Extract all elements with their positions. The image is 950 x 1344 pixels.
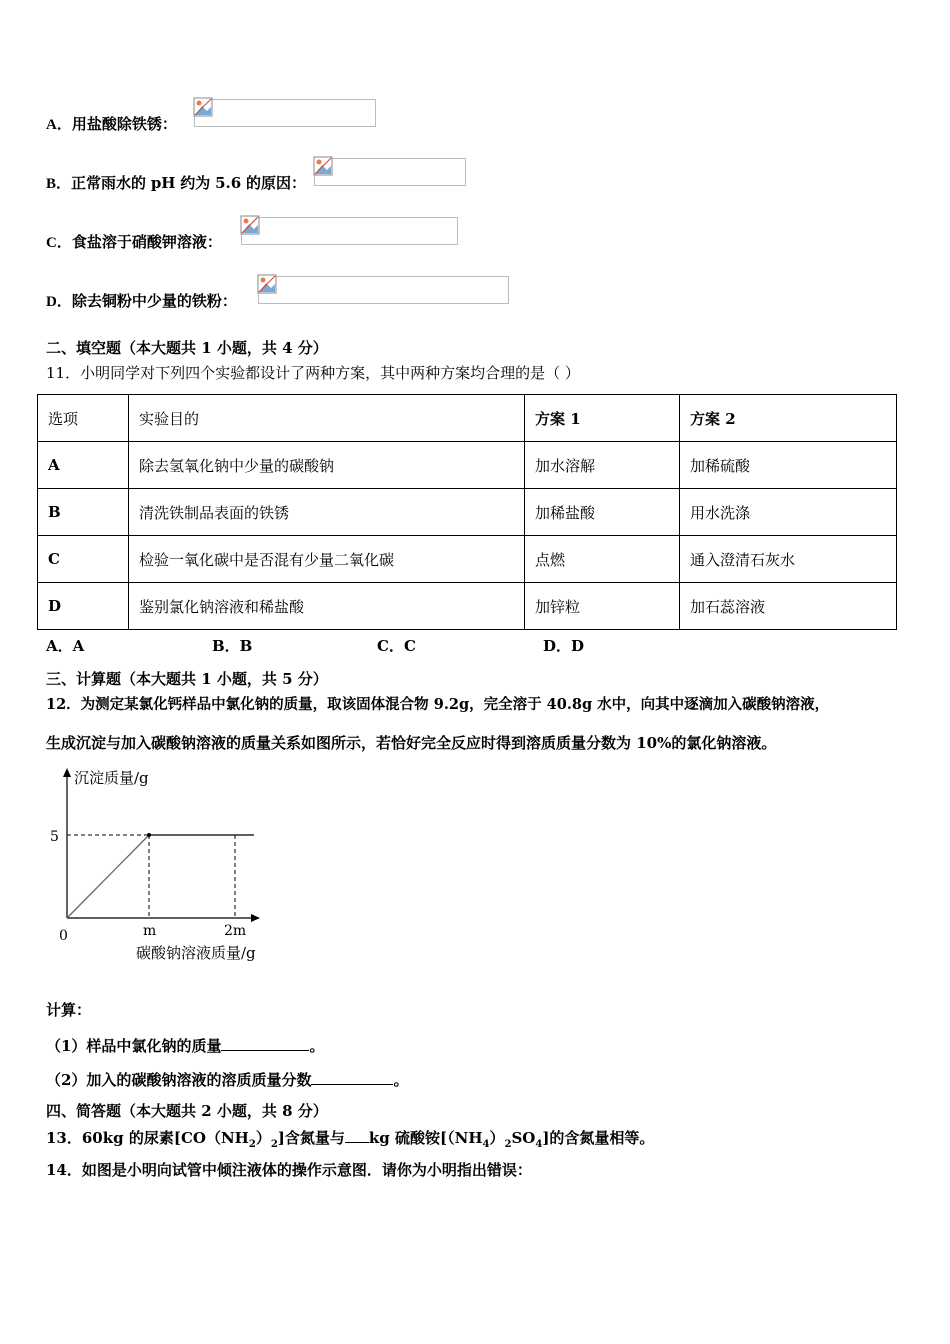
q13-text: kg 硫酸铵[（NH [368, 1129, 483, 1147]
section2-title: 二、填空题（本大题共 1 小题，共 4 分） [46, 339, 328, 357]
option-b-text-mid: 约为 [180, 174, 211, 192]
data-point [147, 833, 151, 837]
y-axis-label: 沉淀质量/g [74, 769, 149, 787]
option-c [46, 232, 222, 253]
table-cell: 点燃 [525, 536, 680, 583]
table-row [38, 442, 897, 489]
option-c-text: 食盐溶于硝酸钾溶液： [71, 233, 222, 251]
table-cell: 加水溶解 [525, 442, 680, 489]
table-cell: 除去氢氧化钠中少量的碳酸钠 [129, 442, 525, 489]
sub-question-1-end: 。 [309, 1037, 325, 1055]
table-cell: 加锌粒 [525, 583, 680, 630]
q13-text: SO [511, 1129, 536, 1147]
sub-question-2-end: 。 [393, 1071, 409, 1089]
answer-b: B．B [212, 637, 253, 655]
table-cell: B [38, 489, 129, 536]
option-b-label: B． [46, 176, 72, 192]
table-cell: 鉴别氯化钠溶液和稀盐酸 [129, 583, 525, 630]
answer-blank-1[interactable] [221, 1034, 309, 1051]
answer-c: C．C [377, 637, 416, 655]
option-c-image [241, 217, 458, 245]
table-header-cell: 方案 2 [680, 395, 897, 442]
q13-sub: 2 [270, 1139, 278, 1150]
table-row [38, 489, 897, 536]
table-cell: 检验一氧化碳中是否混有少量二氧化碳 [129, 536, 525, 583]
table-cell: D [38, 583, 129, 630]
table-header-cell: 实验目的 [129, 395, 525, 442]
q13-sub: 2 [504, 1139, 512, 1150]
calc-label: 计算： [46, 1001, 92, 1019]
q13-text: ） [255, 1129, 271, 1147]
option-a [46, 114, 177, 135]
option-d-image [258, 276, 509, 304]
option-d [46, 291, 237, 312]
broken-image-icon [240, 215, 260, 235]
x-axis-label: 碳酸钠溶液质量/g [136, 944, 256, 962]
x-tick-label: 2m [224, 923, 247, 939]
table-cell: 通入澄清石灰水 [680, 536, 897, 583]
origin-label: 0 [59, 928, 68, 944]
option-b-text-pre: 正常雨水的 [71, 174, 147, 192]
x-tick-label: m [143, 923, 157, 939]
table-header-cell: 选项 [38, 395, 129, 442]
broken-image-icon [313, 156, 333, 176]
section4-title: 四、简答题（本大题共 2 小题，共 8 分） [46, 1102, 328, 1120]
answer-blank-3[interactable] [345, 1126, 369, 1143]
table-cell: A [38, 442, 129, 489]
sub-question-2 [46, 1068, 408, 1090]
table-cell: 用水洗涤 [680, 489, 897, 536]
answer-a: A．A [46, 637, 85, 655]
table-cell: C [38, 536, 129, 583]
q13-sub: 4 [535, 1139, 543, 1150]
table-header-row [38, 395, 897, 442]
option-a-image [194, 99, 376, 127]
q13-text: 13．60kg 的尿素[CO（NH [46, 1129, 249, 1147]
table-cell: 加稀盐酸 [525, 489, 680, 536]
option-b [46, 173, 306, 194]
x-axis-arrow [251, 914, 260, 922]
experiment-table [37, 394, 897, 630]
table-row [38, 583, 897, 630]
table-row [38, 536, 897, 583]
precipitate-chart [40, 762, 300, 967]
q13-text: ]含氮量与 [277, 1129, 345, 1147]
series-rise-line [67, 835, 149, 918]
option-a-text: 用盐酸除铁锈： [71, 115, 177, 133]
q12-line2: 生成沉淀与加入碳酸钠溶液的质量关系如图所示，若恰好完全反应时得到溶质质量分数为 10%的氯化钠溶液。 [46, 734, 777, 752]
q13-sub: 4 [482, 1139, 490, 1150]
answer-blank-2[interactable] [311, 1068, 393, 1085]
option-b-ph: pH [150, 174, 176, 192]
table-cell: 加稀硫酸 [680, 442, 897, 489]
option-b-image [314, 158, 466, 186]
option-d-text: 除去铜粉中少量的铁粉： [71, 292, 237, 310]
q11-stem: 11．小明同学对下列四个实验都设计了两种方案，其中两种方案均合理的是（ ） [46, 364, 580, 382]
table-cell: 加石蕊溶液 [680, 583, 897, 630]
option-a-label: A． [46, 117, 72, 133]
q13-sub: 2 [248, 1139, 256, 1150]
option-d-label: D． [46, 294, 72, 310]
broken-image-icon [193, 97, 213, 117]
option-c-label: C． [46, 235, 72, 251]
q12-line1: 12．为测定某氯化钙样品中氯化钠的质量，取该固体混合物 9.2g，完全溶于 40.8g 水中，向其中逐滴加入碳酸钠溶液， [46, 696, 830, 713]
sub-question-1-text: （1）样品中氯化钠的质量 [46, 1037, 222, 1055]
section3-title: 三、计算题（本大题共 1 小题，共 5 分） [46, 670, 328, 688]
answer-d: D．D [543, 637, 585, 655]
option-b-text-post: 的原因： [245, 174, 306, 192]
broken-image-icon [257, 274, 277, 294]
table-cell: 清洗铁制品表面的铁锈 [129, 489, 525, 536]
table-header-cell: 方案 1 [525, 395, 680, 442]
y-tick-label: 5 [50, 829, 59, 845]
q14: 14．如图是小明向试管中倾注液体的操作示意图．请你为小明指出错误： [46, 1161, 532, 1179]
q13-text: ） [489, 1129, 505, 1147]
q13-text: ]的含氮量相等。 [542, 1129, 655, 1147]
y-axis-arrow [63, 768, 71, 777]
option-b-ph-val: 5.6 [215, 174, 242, 192]
sub-question-1 [46, 1034, 324, 1056]
q13 [46, 1126, 654, 1155]
sub-question-2-text: （2）加入的碳酸钠溶液的溶质质量分数 [46, 1071, 312, 1089]
